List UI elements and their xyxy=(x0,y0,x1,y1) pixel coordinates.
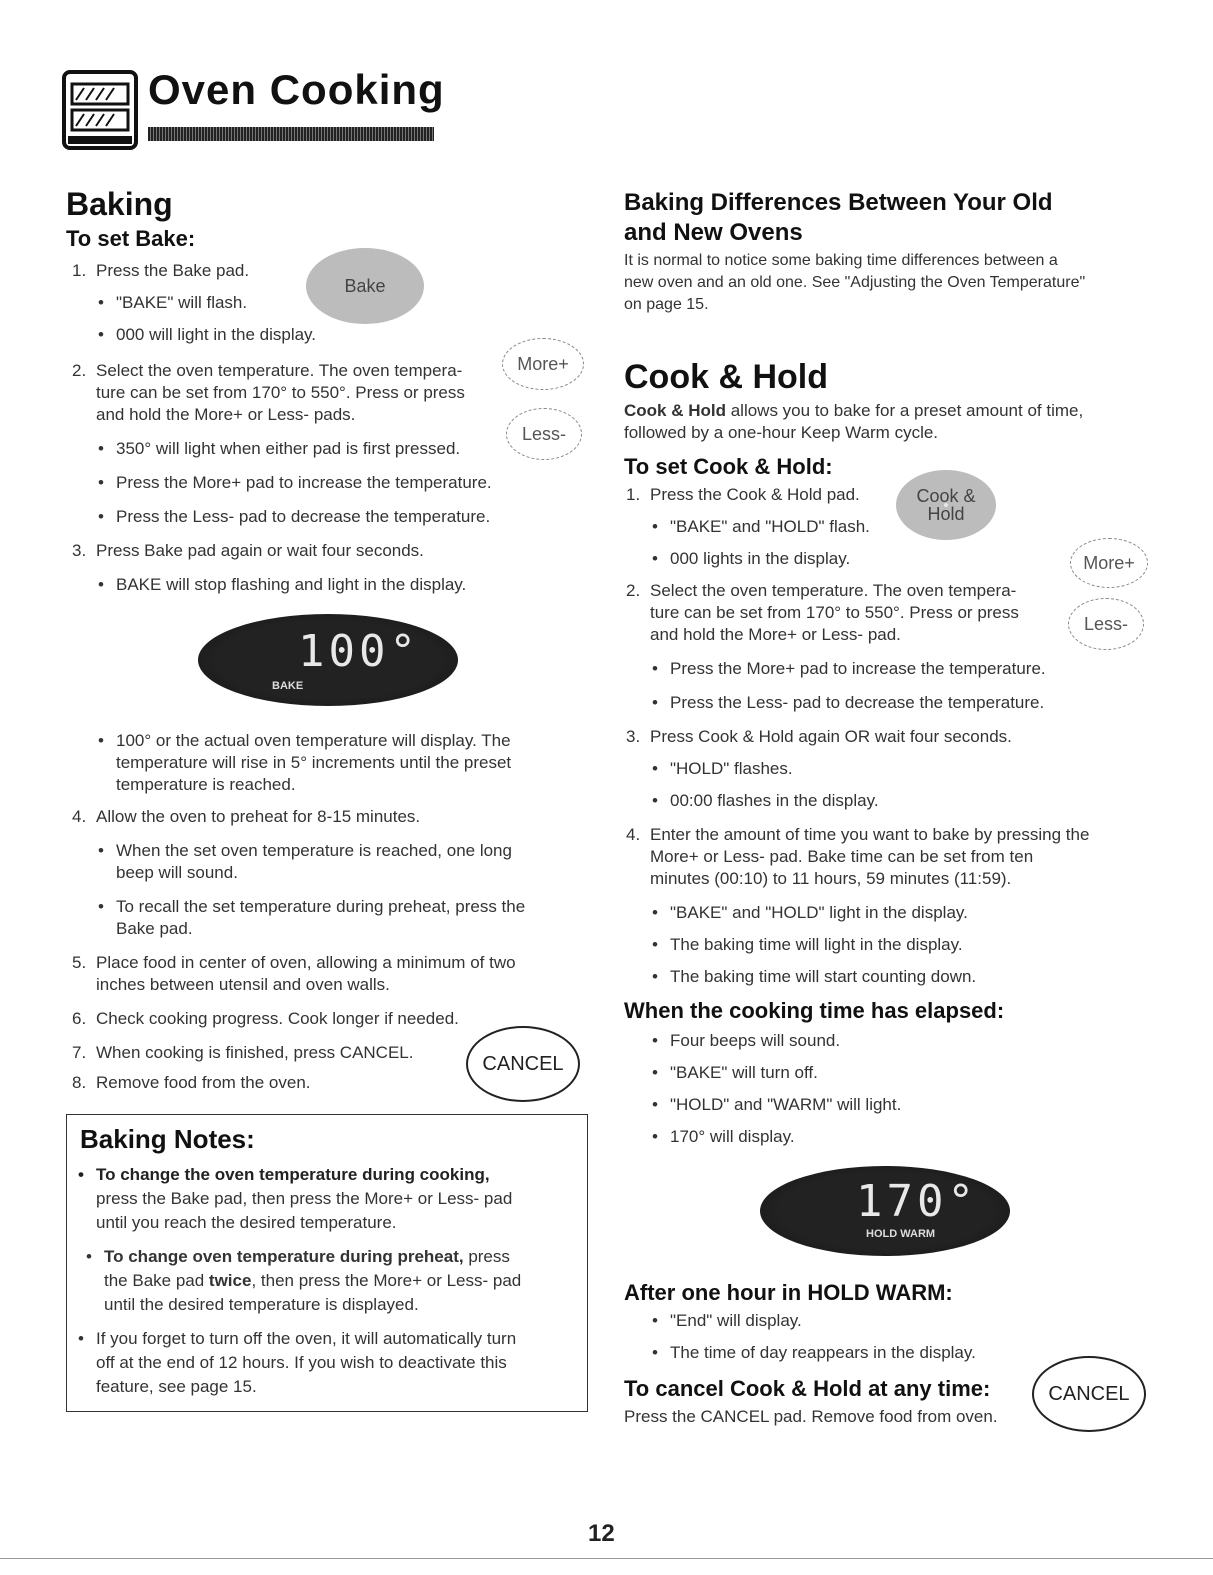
bake-step-1b: • 000 will light in the display. xyxy=(116,324,316,346)
bake-step-2-line2: ture can be set from 170° to 550°. Press or press xyxy=(96,383,465,402)
ch-cancel-pad-button[interactable] xyxy=(1032,1356,1146,1432)
display-hold-warm-label: HOLD WARM xyxy=(866,1228,936,1240)
note-2-bold: twice xyxy=(208,1271,252,1290)
ch-more-pad-label: More+ xyxy=(1083,552,1135,573)
more-pad-button[interactable] xyxy=(502,338,584,390)
ch-step-2-line3: and hold the More+ or Less- pad. xyxy=(650,625,901,644)
step-number: 8. xyxy=(72,1073,87,1092)
bake-step-4b-line1: • To recall the set temperature during preheat, press the xyxy=(116,896,525,918)
ch-step-4c: • The baking time will start counting down. xyxy=(670,966,976,988)
step-number: 5. xyxy=(72,953,87,972)
ch-less-pad-label: Less- xyxy=(1083,613,1128,634)
after-1: • "End" will display. xyxy=(670,1310,802,1332)
less-pad-button[interactable] xyxy=(506,408,582,460)
elapsed-1: • Four beeps will sound. xyxy=(670,1030,840,1052)
bake-step-8: Remove food from the oven. xyxy=(96,1073,311,1092)
ch-cancel-pad-label: CANCEL xyxy=(1048,1382,1130,1405)
bake-step-2-line3: and hold the More+ or Less- pads. xyxy=(96,405,356,424)
ch-step-2a: • Press the More+ pad to increase the temperature. xyxy=(670,658,1046,680)
note-2-line3: until the desired temperature is displayed. xyxy=(104,1295,419,1314)
bake-step-4a-line2: beep will sound. xyxy=(116,863,238,882)
note-2-line1 xyxy=(104,1246,510,1268)
ch-step-4b: • The baking time will light in the display. xyxy=(670,934,963,956)
bake-step-2c: • Press the Less- pad to decrease the temperature. xyxy=(116,506,490,528)
step-number: 6. xyxy=(72,1009,87,1028)
differences-text-line2: new oven and an old one. See "Adjusting the Oven Temperature" xyxy=(624,274,1086,291)
cancel-heading: To cancel Cook & Hold at any time: xyxy=(624,1376,991,1401)
bake-step-5-line2: inches between utensil and oven walls. xyxy=(96,975,390,994)
baking-notes-heading: Baking Notes: xyxy=(80,1124,255,1154)
elapsed-heading: When the cooking time has elapsed: xyxy=(624,998,1005,1023)
cook-hold-pad-label-1: Cook & xyxy=(916,486,976,506)
cook-hold-heading: Cook & Hold xyxy=(624,358,828,396)
baking-heading: Baking xyxy=(66,186,173,222)
step-number: 2. xyxy=(72,361,87,380)
less-pad-label: Less- xyxy=(521,423,566,444)
cancel-pad-label: CANCEL xyxy=(482,1052,564,1075)
step-number: 4. xyxy=(626,825,641,844)
bake-step-7: When cooking is finished, press CANCEL. xyxy=(96,1043,414,1062)
ch-more-pad-button[interactable] xyxy=(1070,538,1148,588)
ch-less-pad-button[interactable] xyxy=(1068,598,1144,650)
ch-step-4-line1: Enter the amount of time you want to bake by pressing the xyxy=(650,825,1090,844)
note-2-tail: press xyxy=(463,1247,510,1266)
note-1-heading: • To change the oven temperature during cooking, xyxy=(96,1164,490,1186)
title-underline xyxy=(148,127,434,141)
cook-hold-intro-line1 xyxy=(624,400,1083,422)
ch-step-2b: • Press the Less- pad to decrease the temperature. xyxy=(670,692,1044,714)
bake-step-1a: • "BAKE" will flash. xyxy=(116,292,247,314)
step-number: 1. xyxy=(72,261,87,280)
ch-step-1a: • "BAKE" and "HOLD" flash. xyxy=(670,516,870,538)
bake-step-4: Allow the oven to preheat for 8-15 minutes. xyxy=(96,807,421,826)
differences-heading-line1: Baking Differences Between Your Old xyxy=(624,189,1053,216)
differences-text-line1: It is normal to notice some baking time differences between a xyxy=(624,252,1058,269)
bake-step-3a: • BAKE will stop flashing and light in the display. xyxy=(116,574,466,596)
note-3-line3: feature, see page 15. xyxy=(96,1377,257,1396)
elapsed-2: • "BAKE" will turn off. xyxy=(670,1062,818,1084)
note-3-line2: off at the end of 12 hours. If you wish to deactivate this xyxy=(96,1353,507,1372)
note-2-post: , then press the More+ or Less- pad xyxy=(251,1271,522,1290)
after-hour-heading: After one hour in HOLD WARM: xyxy=(624,1280,953,1305)
ch-step-3a: • "HOLD" flashes. xyxy=(670,758,793,780)
ch-step-4-line2: More+ or Less- pad. Bake time can be set from ten xyxy=(650,847,1034,866)
bake-step-1: Press the Bake pad. xyxy=(96,261,250,280)
note-3-line1: • If you forget to turn off the oven, it will automatically turn xyxy=(96,1328,516,1350)
bake-step-5-line1: Place food in center of oven, allowing a minimum of two xyxy=(96,953,516,972)
cook-hold-pad-label-2: Hold xyxy=(927,504,965,524)
note-2-line2 xyxy=(104,1270,521,1292)
elapsed-3: • "HOLD" and "WARM" will light. xyxy=(670,1094,901,1116)
more-pad-label: More+ xyxy=(517,353,569,374)
note-2-pre: the Bake pad xyxy=(104,1271,209,1290)
step-number: 3. xyxy=(626,727,641,746)
cancel-pad-button[interactable] xyxy=(466,1026,580,1102)
display-digits-170: 170° xyxy=(856,1176,978,1227)
to-set-bake-heading: To set Bake: xyxy=(66,226,196,251)
cancel-text: Press the CANCEL pad. Remove food from oven. xyxy=(624,1407,998,1426)
display-digits: 100° xyxy=(298,626,420,677)
ch-step-1b: • 000 lights in the display. xyxy=(670,548,850,570)
ch-step-3b: • 00:00 flashes in the display. xyxy=(670,790,879,812)
bake-step-3b-line3: temperature is reached. xyxy=(116,775,296,794)
note-1-line3: until you reach the desired temperature. xyxy=(96,1213,397,1232)
differences-text-line3: on page 15. xyxy=(624,296,709,313)
bake-step-2b: • Press the More+ pad to increase the temperature. xyxy=(116,472,492,494)
bake-step-4a-line1: • When the set oven temperature is reached, one long xyxy=(116,840,512,862)
ch-step-2-line1: Select the oven temperature. The oven tempera- xyxy=(650,581,1017,600)
step-number: 1. xyxy=(626,485,641,504)
display-bake-label: BAKE xyxy=(272,680,304,692)
step-number: 7. xyxy=(72,1043,87,1062)
cook-hold-intro-bold: Cook & Hold xyxy=(624,401,726,420)
bake-pad-button[interactable] xyxy=(306,248,424,324)
bake-step-4b-line2: Bake pad. xyxy=(116,919,193,938)
ch-step-4-line3: minutes (00:10) to 11 hours, 59 minutes (11:59). xyxy=(650,869,1012,888)
bake-pad-label: Bake xyxy=(344,275,386,296)
after-2: • The time of day reappears in the display. xyxy=(670,1342,976,1364)
ch-step-4a: • "BAKE" and "HOLD" light in the display. xyxy=(670,902,968,924)
oven-icon xyxy=(62,70,138,150)
ch-step-1: Press the Cook & Hold pad. xyxy=(650,485,860,504)
note-1-line2: press the Bake pad, then press the More+ or Less- pad xyxy=(96,1189,513,1208)
bake-step-6: Check cooking progress. Cook longer if needed. xyxy=(96,1009,459,1028)
bottom-rule xyxy=(0,1558,1213,1559)
bake-step-3b-line1: • 100° or the actual oven temperature will display. The xyxy=(116,730,511,752)
bake-step-3b-line2: temperature will rise in 5° increments until the preset xyxy=(116,753,512,772)
cook-hold-intro-line2: followed by a one-hour Keep Warm cycle. xyxy=(624,423,939,442)
ch-step-3: Press Cook & Hold again OR wait four seconds. xyxy=(650,727,1012,746)
bake-step-3: Press Bake pad again or wait four seconds. xyxy=(96,541,424,560)
differences-heading-line2: and New Ovens xyxy=(624,219,803,246)
note-2-heading: To change oven temperature during preheat, xyxy=(104,1247,464,1266)
cook-hold-pad-button[interactable] xyxy=(896,470,996,540)
step-number: 2. xyxy=(626,581,641,600)
to-set-cook-hold-heading: To set Cook & Hold: xyxy=(624,454,833,479)
page-number: 12 xyxy=(588,1520,615,1547)
cook-hold-intro-rest: allows you to bake for a preset amount of time, xyxy=(726,401,1084,420)
step-number: 3. xyxy=(72,541,87,560)
bake-step-2a: • 350° will light when either pad is first pressed. xyxy=(116,438,460,460)
step-number: 4. xyxy=(72,807,87,826)
page-title: Oven Cooking xyxy=(148,66,445,113)
elapsed-4: • 170° will display. xyxy=(670,1126,795,1148)
bake-step-2-line1: Select the oven temperature. The oven tempera- xyxy=(96,361,463,380)
ch-step-2-line2: ture can be set from 170° to 550°. Press or press xyxy=(650,603,1019,622)
